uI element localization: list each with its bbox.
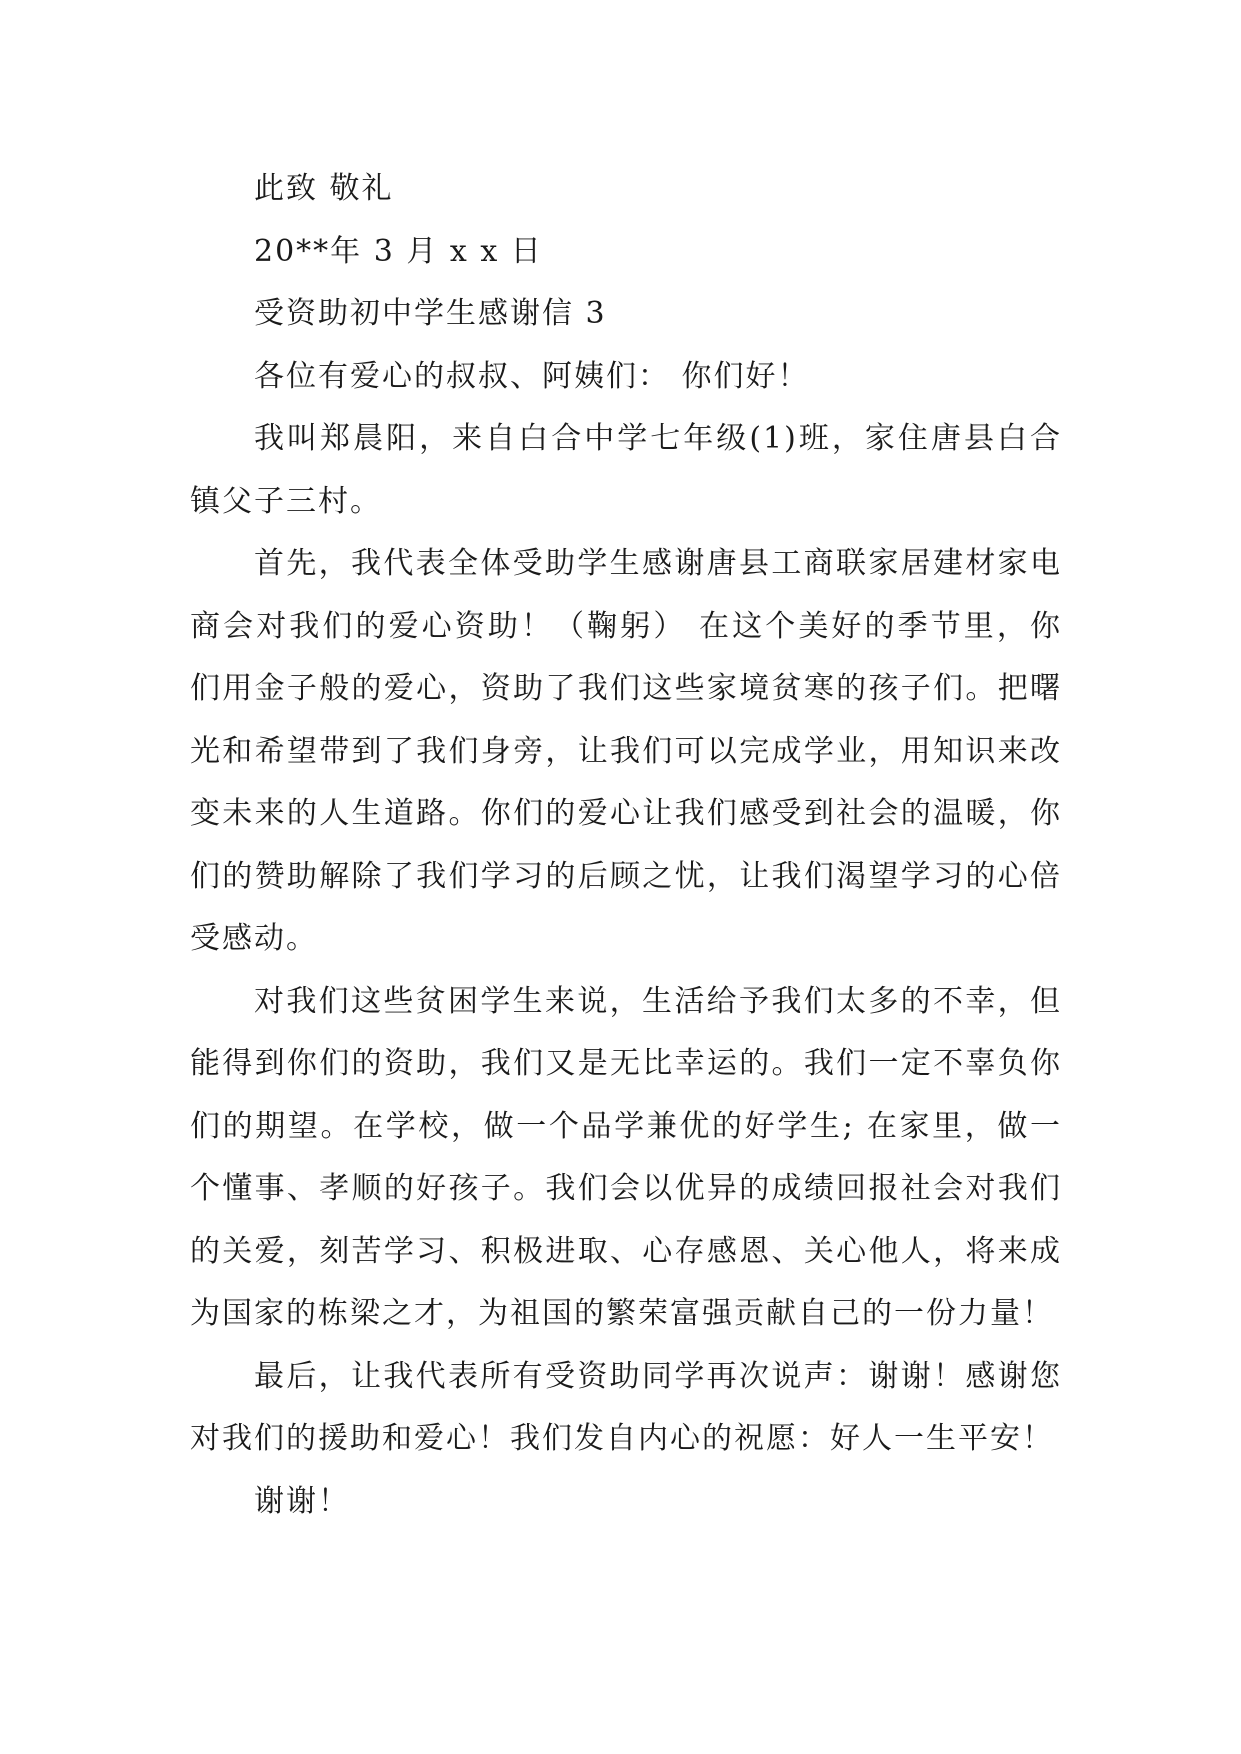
thanks-line: 谢谢！ xyxy=(254,1483,350,1519)
date-line: 20**年 3 月 x x 日 xyxy=(254,233,543,269)
salutation: 各位有爱心的叔叔、阿姨们： 你们好！ xyxy=(254,358,810,394)
letter-title: 受资助初中学生感谢信 3 xyxy=(254,296,607,331)
paragraph-intro: 我叫郑晨阳，来自白合中学七年级(1)班，家住唐县白合镇父子三村。 xyxy=(190,421,1062,519)
closing-line: 此致 敬礼 xyxy=(254,171,394,206)
paragraph-closing-wishes: 最后，让我代表所有受资助同学再次说声：谢谢！感谢您对我们的援助和爱心！我们发自内心的祝愿：好人一生平安！ xyxy=(190,1358,1062,1456)
document-body xyxy=(190,158,1062,1533)
paragraph-commitment: 对我们这些贫困学生来说，生活给予我们太多的不幸，但能得到你们的资助，我们又是无比幸运的。我们一定不辜负你们的期望。在学校，做一个品学兼优的好学生; 在家里，做一个懂事、孝顺的好孩子。我们会以优异的成绩回报社会对我们的关爱，刻苦学习、积极进取、心存感恩、关心他人，将来成为国家的栋梁之才，为祖国的繁荣富强贡献自己的一份力量！ xyxy=(190,983,1062,1331)
paragraph-thanks-sponsors: 首先，我代表全体受助学生感谢唐县工商联家居建材家电商会对我们的爱心资助！（鞠躬） 在这个美好的季节里，你们用金子般的爱心，资助了我们这些家境贫寒的孩子们。把曙光和希望带到了我们身旁，让我们可以完成学业，用知识来改变未来的人生道路。你们的爱心让我们感受到社会的温暖，你们的赞助解除了我们学习的后顾之忧，让我们渴望学习的心倍受感动。 xyxy=(190,546,1062,956)
